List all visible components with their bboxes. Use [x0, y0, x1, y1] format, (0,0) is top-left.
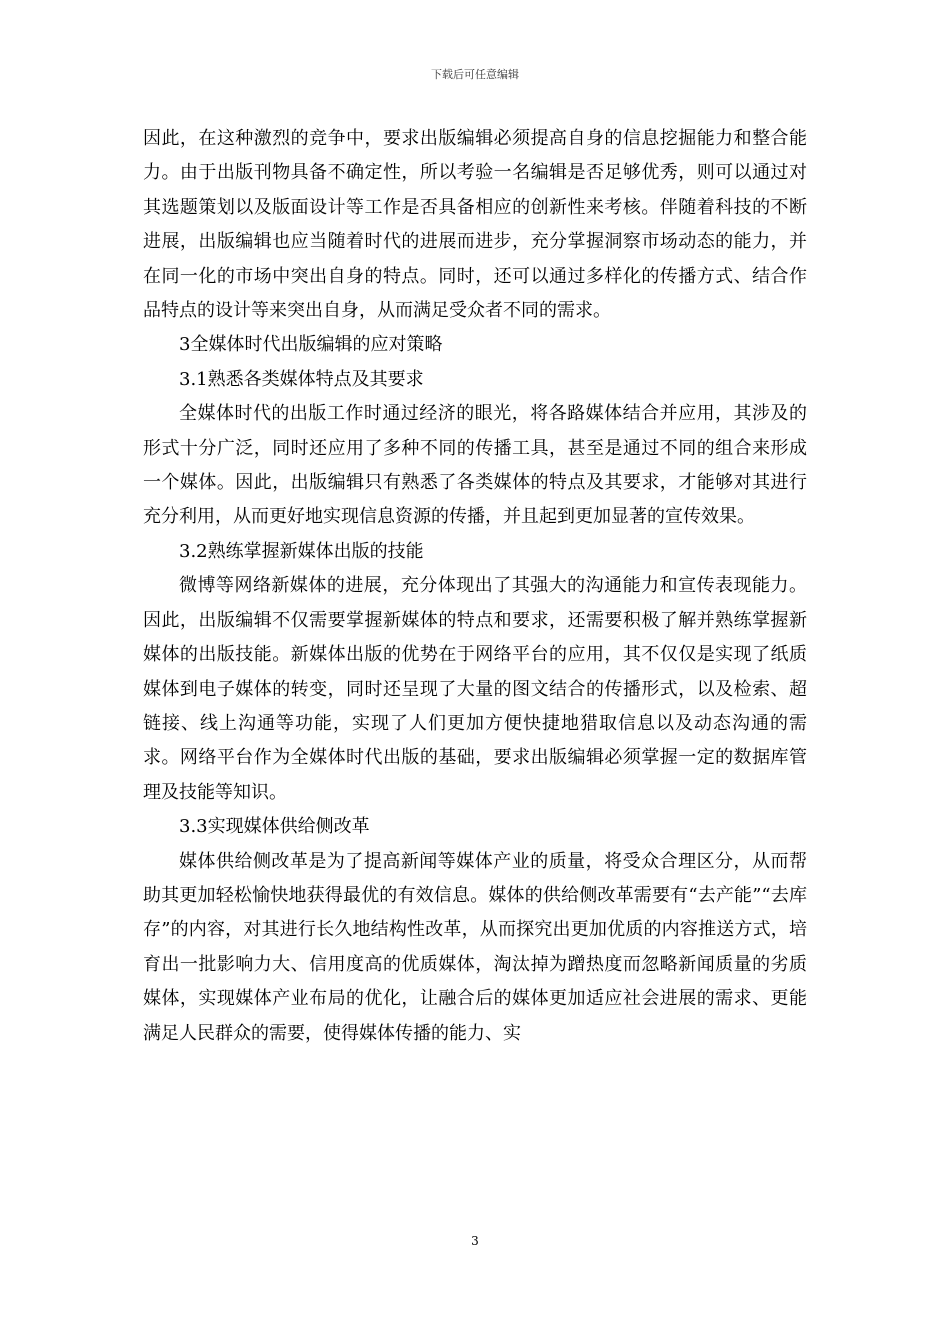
- page-number: 3: [471, 1234, 479, 1248]
- intro-paragraph: 因此，在这种激烈的竞争中，要求出版编辑必须提高自身的信息挖掘能力和整合能力。由于出版刊物具备不确定性，所以考验一名编辑是否足够优秀，则可以通过对其选题策划以及版面设计等工作是否具备相应的创新性来考核。伴随着科技的不断进展，出版编辑也应当随着时代的进展而进步，充分掌握洞察市场动态的能力，并在同一化的市场中突出自身的特点。同时，还可以通过多样化的传播方式、结合作品特点的设计等来突出自身，从而满足受众者不同的需求。: [143, 128, 807, 322]
- subsection-heading-3-2: 3.2熟练掌握新媒体出版的技能: [179, 540, 424, 562]
- document-body: [143, 122, 807, 1051]
- paragraph-3-2: 微博等网络新媒体的进展，充分体现出了其强大的沟通能力和宣传表现能力。因此，出版编辑不仅需要掌握新媒体的特点和要求，还需要积极了解并熟练掌握新媒体的出版技能。新媒体出版的优势在于网络平台的应用，其不仅仅是实现了纸质媒体到电子媒体的转变，同时还呈现了大量的图文结合的传播形式，以及检索、超链接、线上沟通等功能，实现了人们更加方便快捷地猎取信息以及动态沟通的需求。网络平台作为全媒体时代出版的基础，要求出版编辑必须掌握一定的数据库管理及技能等知识。: [143, 575, 807, 803]
- subsection-heading-3-3: 3.3实现媒体供给侧改革: [179, 816, 370, 838]
- section-heading-3: 3全媒体时代出版编辑的应对策略: [179, 334, 443, 356]
- paragraph-3-3: 媒体供给侧改革是为了提高新闻等媒体产业的质量，将受众合理区分，从而帮助其更加轻松愉快地获得最优的有效信息。媒体的供给侧改革需要有“去产能”“去库存”的内容，对其进行长久地结构性改革，从而探究出更加优质的内容推送方式，培育出一批影响力大、信用度高的优质媒体，淘汰掉为蹭热度而忽略新闻质量的劣质媒体，实现媒体产业布局的优化，让融合后的媒体更加适应社会进展的需求、更能满足人民群众的需要，使得媒体传播的能力、实: [143, 850, 807, 1044]
- page-header-note: 下载后可任意编辑: [431, 68, 519, 81]
- paragraph-3-1: 全媒体时代的出版工作时通过经济的眼光，将各路媒体结合并应用，其涉及的形式十分广泛，同时还应用了多种不同的传播工具，甚至是通过不同的组合来形成一个媒体。因此，出版编辑只有熟悉了各类媒体的特点及其要求，才能够对其进行充分利用，从而更好地实现信息资源的传播，并且起到更加显著的宣传效果。: [143, 403, 807, 528]
- subsection-heading-3-1: 3.1熟悉各类媒体特点及其要求: [179, 368, 424, 390]
